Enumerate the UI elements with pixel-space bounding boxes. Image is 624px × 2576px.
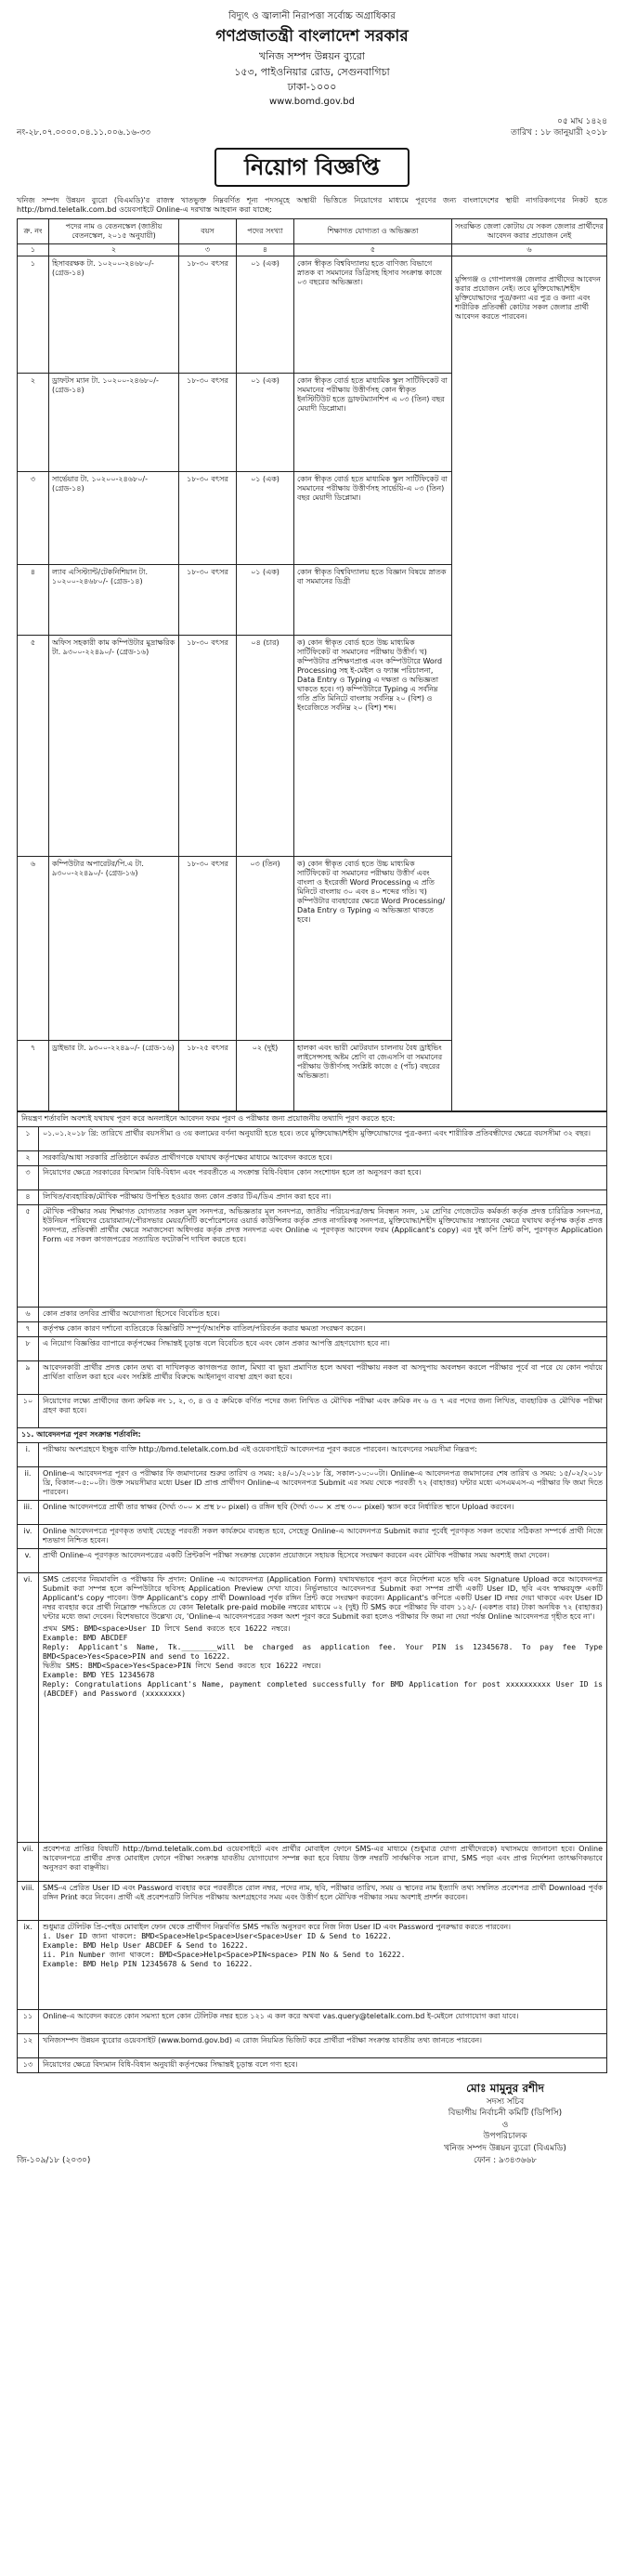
qualification: কোন স্বীকৃত বিশ্ববিদ্যালয় হতে বিজ্ঞান বিষয়ে স্নাতক বা সমমানের ডিগ্রী — [294, 564, 452, 635]
col-header: বয়স — [179, 218, 237, 243]
condition-number: ৯ — [18, 1360, 39, 1394]
serial: ৩ — [18, 471, 49, 564]
col-number: ২ — [49, 243, 179, 256]
condition-number: ৬ — [18, 1307, 39, 1321]
lost-step: Example: BMD Help PIN 12345678 & Send to 16222. — [42, 1959, 254, 1968]
serial: ১ — [18, 256, 49, 373]
date-english: ১৮ জানুয়ারী ২০১৮ — [540, 127, 607, 138]
government-name: গণপ্রজাতন্ত্রী বাংলাদেশ সরকার — [215, 26, 409, 46]
serial: ৫ — [18, 635, 49, 856]
online-heading-row — [18, 1427, 607, 1442]
qualification: কোন স্বীকৃত বোর্ড হতে মাধ্যমিক স্কুল সার্টিফিকেট বা সমমানের পরীক্ষায় উত্তীর্ণসহ সার্ভেয়ি-এ ০৩ (তিন) বছর মেয়াদী ডিপ্লোমা। — [294, 471, 452, 564]
condition-number: ১ — [18, 1126, 39, 1150]
condition-number: ৮ — [18, 1336, 39, 1360]
online-text: Online-এ আবেদনপত্র পূরণ ও পরীক্ষার ফি জমাদানের শুরুর তারিখ ও সময়: ২৪/০১/২০১৮ খ্রি, সকাল-১০:০০টা। Online-এ আবেদনপত্র জমাদানের শেষ তারিখ ও সময়: ১৫/০২/২০১৮ খ্রি, বিকাল-০৫:০০টা। উক্ত সময়সীমার মধ্যে User ID প্রাপ্ত প্রার্থীগণ Online-এ আবেদনপত্র Submit এর সময় থেকে পরবর্তী ৭২ (বাহাত্তর) ঘন্টার মধ্যে এসএমএস-এ পরীক্ষার ফি জমা দিতে পারবেন। — [38, 1466, 606, 1500]
condition-row — [18, 2033, 607, 2057]
condition-number: ১১ — [18, 2009, 39, 2033]
condition-text: কোন প্রকার তদবির প্রার্থীর অযোগ্যতা হিসেবে বিবেচিত হবে। — [38, 1307, 606, 1321]
online-text: পরীক্ষায় অংশগ্রহণে ইচ্ছুক ব্যক্তি http://bmd.teletalk.com.bd এই ওয়েবসাইটে আবেদনপত্র পূরণ করতে পারবেন। আবেদনের সময়সীমা নিম্নরূপ: — [38, 1442, 606, 1466]
col-number: ৪ — [237, 243, 294, 256]
post-count: ০২ (দুই) — [237, 1040, 294, 1111]
qualification: কোন স্বীকৃত বিশ্ববিদ্যালয় হতে বাণিজ্য বিভাগে স্নাতক বা সমমানের ডিগ্রিসহ হিসাব সংক্রান্ত কাজে ০৩ বছরের অভিজ্ঞতা। — [294, 256, 452, 373]
table-row — [18, 256, 607, 373]
sms-row — [18, 1572, 607, 1842]
admit-number: vii. — [18, 1842, 39, 1881]
qualification: হালকা এবং ভারী মোটরযান চালনায় বৈধ ড্রাইভিং লাইসেন্সসহ অষ্টম শ্রেণি বা জেএসসি বা সমমানের পরীক্ষায় উত্তীর্ণসহ সংশ্লিষ্ট কাজে ৫ (পাঁচ) বছরের অভিজ্ঞতা। — [294, 1040, 452, 1111]
post-count: ০৩ (তিন) — [237, 856, 294, 1040]
online-number: v. — [18, 1548, 39, 1572]
date-bangla: ০৫ মাঘ ১৪২৪ — [557, 116, 607, 126]
sms-block — [38, 1572, 606, 1842]
lost-credentials-row — [18, 1920, 607, 2009]
condition-text: নিয়োগের ক্ষেত্রে বিদ্যমান বিধি-বিধান অনুযায়ী কর্তৃপক্ষের সিদ্ধান্তই চূড়ান্ত বলে গণ্য হবে। — [38, 2057, 606, 2072]
online-number: ii. — [18, 1466, 39, 1500]
quota-note: মুন্সিগঞ্জ ও গোপালগঞ্জ জেলার প্রার্থীদের আবেদন করার প্রয়োজন নেই। তবে মুক্তিযোদ্ধা/শহীদ মুক্তিযোদ্ধাদের পুত্র/কন্যা এর পুত্র ও কন্যা এবং শারীরিক প্রতিবন্ধী কোটার সকল জেলার প্রার্থী আবেদন করতে পারবেন। — [452, 256, 607, 1111]
condition-number: ২ — [18, 1150, 39, 1165]
letterhead — [17, 11, 607, 109]
condition-number: ৪ — [18, 1189, 39, 1204]
website: www.bomd.gov.bd — [268, 97, 355, 107]
online-text: Online আবেদনপত্রে প্রার্থী তার স্বাক্ষর (দৈর্ঘ্য ৩০০ × প্রস্থ ৮০ pixel) ও রঙ্গিন ছবি (দৈর্ঘ্য ৩০০ × প্রস্থ ৩০০ pixel) স্ক্যান করে নির্ধারিত স্থানে Upload করবেন। — [38, 1500, 606, 1524]
condition-text: লিখিত/ব্যবহারিক/মৌখিক পরীক্ষায় উপস্থিত হওয়ার জন্য কোন প্রকার টিএ/ডিএ প্রদান করা হবে না। — [38, 1189, 606, 1204]
conditions-intro: নিয়ন্ত্রণ শর্তাবলি অবশ্যই যথাযথ পূরণ করে অনলাইনে আবেদন ফরম পূরণ ও পরীক্ষার জন্য প্রয়োজনীয় তথ্যাদি পূরণ করতে হবে: — [18, 1111, 607, 1126]
post-name: ড্রাফটস ম্যান টা. ১০২০০-২৪৬৮০/- (গ্রেড-১৪) — [49, 373, 179, 471]
condition-row — [18, 1336, 607, 1360]
address: ১৫৩, পাইওনিয়ার রোড, সেগুনবাগিচা — [234, 65, 390, 78]
lost-intro: শুধুমাত্র টেলিটক প্রি-পেইড মোবাইল ফোন থেকে প্রার্থীগণ নিম্নবর্ণিত SMS পদ্ধতি অনুসরণ করে নিজ নিজ User ID এবং Password পুনরুদ্ধার করতে পারবেন। — [42, 1922, 511, 1931]
conditions-table — [17, 1111, 607, 2073]
col-header: সংরক্ষিত জেলা কোটায় যে সকল জেলার প্রার্থীদের আবেদন করার প্রয়োজন নেই — [452, 218, 607, 243]
col-number: ৩ — [179, 243, 237, 256]
signatory-role: খনিজ সম্পদ উন্নয়ন ব্যুরো (বিএমডি) — [444, 2143, 566, 2153]
condition-text: আবেদনকারী প্রার্থীর প্রদত্ত কোন তথ্য বা দাখিলকৃত কাগজপত্র জাল, মিথ্যা বা ভুয়া প্রমাণিত হলে অথবা পরীক্ষায় নকল বা অসদুপায় অবলম্বন করলে পরীক্ষার পূর্বে বা পরে যে কোন পর্যায়ে প্রার্থিতা বাতিল করা হবে এবং সংশ্লিষ্ট প্রার্থীর বিরুদ্ধে আইনানুগ ব্যবস্থা গ্রহণ করা হবে। — [38, 1360, 606, 1394]
post-name: ল্যাব এসিস্ট্যান্ট/টেকনিশিয়ান টা. ১০২০০-২৪৬৮০/- (গ্রেড-১৪) — [49, 564, 179, 635]
condition-text: সরকারি/আধা সরকারি প্রতিষ্ঠানে কর্মরত প্রার্থীগণকে যথাযথ কর্তৃপক্ষের মাধ্যমে আবেদন করতে হবে। — [38, 1150, 606, 1165]
admit-download-number: viii. — [18, 1881, 39, 1920]
sms-step: Example: BMD YES 12345678 — [42, 1670, 155, 1679]
lost-step: Example: BMD Help User ABCDEF & Send to 16222. — [42, 1940, 249, 1950]
lost-number: ix. — [18, 1920, 39, 2009]
condition-text: Online-এ আবেদন করতে কোন সমস্যা হলে কোন টেলিটক নম্বর হতে ১২১ এ কল করে অথবা vas.query@teletalk.com.bd ই-মেইলে যোগাযোগ করা যাবে। — [38, 2009, 606, 2033]
col-header: ক্র. নং — [18, 218, 49, 243]
col-number: ৫ — [294, 243, 452, 256]
post-count: ০৪ (চার) — [237, 635, 294, 856]
intro-text: খনিজ সম্পদ উন্নয়ন ব্যুরো (বিএমডি)'র রাজস্ব খাতভুক্ত নিম্নবর্ণিত শূন্য পদসমূহে অস্থায়ী ভিত্তিতে নিয়োগের মাধ্যমে পূরণের জন্য বাংলাদেশের স্থায়ী নাগরিকগণের নিকট হতে http://bmd.teletalk.com.bd ওয়েবসাইটে Online-এ দরখাস্ত আহবান করা যাচ্ছে: — [17, 195, 607, 214]
online-text: Online আবেদনপত্রে পূরণকৃত তথ্যই যেহেতু পরবর্তী সকল কার্যক্রমে ব্যবহৃত হবে, সেহেতু Online-এ আবেদনপত্র Submit করার পূর্বেই পূরণকৃত সকল তথ্যের সঠিকতা সম্পর্কে প্রার্থী নিজে শতভাগ নিশ্চিত হবেন। — [38, 1524, 606, 1548]
date-label: তারিখ : — [511, 127, 538, 138]
dates — [511, 116, 607, 138]
condition-row — [18, 1204, 607, 1307]
reference-line — [17, 116, 607, 138]
serial: ৬ — [18, 856, 49, 1040]
sms-step: দ্বিতীয় SMS: BMD<Space>Yes<Space>PIN লিখে Send করতে হবে 16222 নম্বরে। — [42, 1661, 321, 1670]
condition-text: নিয়োগের লক্ষ্যে প্রার্থীদের জন্য ক্রমিক নং ১, ২, ৩, ৪ ও ৫ ক্রমিকে বর্ণিত পদের জন্য লিখিত ও মৌখিক পরীক্ষা এবং ক্রমিক নং ৬ ও ৭ এর পদের জন্য লিখিত, ব্যবহারিক ও মৌখিক পরীক্ষা গ্রহণ করা হবে। — [38, 1394, 606, 1427]
jobs-table — [17, 218, 607, 1111]
admit-download-row — [18, 1881, 607, 1920]
lost-step: ii. Pin Number জানা থাকলে: BMD<Space>Help<Space>PIN<space> PIN No & Send to 16222. — [42, 1950, 406, 1959]
qualification: কোন স্বীকৃত বোর্ড হতে মাধ্যমিক স্কুল সার্টিফিকেট বা সমমানের পরীক্ষায় উত্তীর্ণসহ কোন স্বীকৃত ইনস্টিটিউট হতে ড্রাফটম্যানশিপ এ ০৩ (তিন) বছর মেয়াদী ডিপ্লোমা। — [294, 373, 452, 471]
signatory-phone: ফোন : ৯৩৪৩৬৬৮ — [474, 2155, 537, 2165]
condition-text: কর্তৃপক্ষ কোন কারণ দর্শানো ব্যতিরেকে বিজ্ঞপ্তিটি সম্পূর্ণ/আংশিক বাতিল/পরিবর্তন করার ক্ষমতা সংরক্ষণ করেন। — [38, 1321, 606, 1336]
title-wrap — [17, 148, 607, 187]
post-name: ড্রাইভার টা. ৯৩০০-২২৪৯০/- (গ্রেড-১৬) — [49, 1040, 179, 1111]
col-header: পদের সংখ্যা — [237, 218, 294, 243]
col-number: ১ — [18, 243, 49, 256]
memo-number: নং-২৮.০৭.০০০০.০৪.১১.০০৬.১৬-৩৩ — [17, 127, 151, 138]
condition-row — [18, 1307, 607, 1321]
online-row — [18, 1466, 607, 1500]
col-header: শিক্ষাগত যোগ্যতা ও অভিজ্ঞতা — [294, 218, 452, 243]
signature-area — [17, 2081, 607, 2166]
condition-text: এ নিয়োগ বিজ্ঞপ্তির ব্যাপারে কর্তৃপক্ষের সিদ্ধান্তই চূড়ান্ত বলে বিবেচিত হবে এবং কোন প্রকার আপত্তি গ্রহণযোগ্য হবে না। — [38, 1336, 606, 1360]
post-count: ০১ (এক) — [237, 373, 294, 471]
age-limit: ১৮-৩০ বৎসর — [179, 564, 237, 635]
age-limit: ১৮-২৫ বৎসর — [179, 1040, 237, 1111]
condition-row — [18, 1360, 607, 1394]
qualification: ক) কোন স্বীকৃত বোর্ড হতে উচ্চ মাধ্যমিক সার্টিফিকেট বা সমমানের পরীক্ষায় উত্তীর্ণ এবং বাংলা ও ইংরেজী Word Processing এ প্রতি মিনিটে বাংলায় ৩০ এবং ৪০ শব্দের গতি। খ) কম্পিউটার ব্যবহারের ক্ষেত্রে Word Processing/ Data Entry ও Typing এ অভিজ্ঞতা থাকতে হবে। — [294, 856, 452, 1040]
serial: ৭ — [18, 1040, 49, 1111]
column-number-row — [18, 243, 607, 256]
col-number: ৬ — [452, 243, 607, 256]
age-limit: ১৮-৩০ বৎসর — [179, 256, 237, 373]
age-limit: ১৮-৩০ বৎসর — [179, 471, 237, 564]
admit-text: প্রবেশপত্র প্রাপ্তির বিষয়টি http://bmd.teletalk.com.bd ওয়েবসাইটে এবং প্রার্থীর মোবাইল ফোনে SMS-এর মাধ্যমে (শুধুমাত্র যোগ্য প্রার্থীদেরকে) যথাসময়ে জানানো হবে। Online আবেদনপত্রে প্রার্থীর প্রদত্ত মোবাইল ফোনে পরীক্ষা সংক্রান্ত যাবতীয় যোগাযোগ সম্পন্ন করা হবে বিধায় উক্ত নম্বরটি সার্বক্ষণিক সচল রাখা, SMS পড়া এবং প্রাপ্ত নির্দেশনা তাৎক্ষণিকভাবে অনুসরণ করা বাঞ্ছনীয়। — [38, 1842, 606, 1881]
online-number: iii. — [18, 1500, 39, 1524]
condition-number: ১০ — [18, 1394, 39, 1427]
condition-row — [18, 1394, 607, 1427]
signatory-role: উপপরিচালক — [483, 2132, 527, 2142]
signatory-role: সদস্য সচিব — [486, 2096, 525, 2107]
condition-number: ১২ — [18, 2033, 39, 2057]
condition-text: খনিজসম্পদ উন্নয়ন ব্যুরোর ওয়েবসাইট (www.bomd.gov.bd) এ রোজ নিয়মিত ভিজিট করে প্রার্থীরা পরীক্ষা সংক্রান্ত যাবতীয় তথ্য জানতে পারবেন। — [38, 2033, 606, 2057]
online-number: iv. — [18, 1524, 39, 1548]
signatory-role: ও — [501, 2120, 509, 2130]
age-limit: ১৮-৩০ বৎসর — [179, 635, 237, 856]
post-name: অফিস সহকারী কাম কম্পিউটার মুদ্রাক্ষরিক টা. ৯৩০০-২২৪৯০/- (গ্রেড-১৬) — [49, 635, 179, 856]
condition-number: ১৩ — [18, 2057, 39, 2072]
post-name: হিসাবরক্ষক টা. ১০২০০-২৪৬৮০/- (গ্রেড-১৪) — [49, 256, 179, 373]
serial: ২ — [18, 373, 49, 471]
sms-step: Example: BMD ABCDEF — [42, 1633, 128, 1642]
condition-text: নিয়োগের ক্ষেত্রে সরকারের বিদ্যমান বিধি-বিধান এবং পরবর্তীতে এ সংক্রান্ত বিধি-বিধান কোন সংশোধন হলে তা অনুসরণ করা হবে। — [38, 1165, 606, 1189]
table-header-row — [18, 218, 607, 243]
condition-number: ৩ — [18, 1165, 39, 1189]
signatory-name: মোঃ মামুনুর রশীদ — [466, 2081, 544, 2095]
serial: ৪ — [18, 564, 49, 635]
online-row — [18, 1500, 607, 1524]
condition-number: ৭ — [18, 1321, 39, 1336]
post-count: ০১ (এক) — [237, 471, 294, 564]
condition-row — [18, 2009, 607, 2033]
bureau-name: খনিজ সম্পদ উন্নয়ন ব্যুরো — [259, 49, 365, 62]
condition-text: মৌখিক পরীক্ষার সময় শিক্ষাগত যোগ্যতার সকল মূল সনদপত্র, অভিজ্ঞতার মূল সনদপত্র, জাতীয় পরিচয়পত্র/জন্ম নিবন্ধন সনদ, ১ম শ্রেণির গেজেটেড কর্মকর্তা কর্তৃক প্রদত্ত চারিত্রিক সনদপত্র, ইউনিয়ন পরিষদের চেয়ারম্যান/পৌরসভার মেয়র/সিটি কর্পোরেশনের ওয়ার্ড কাউন্সিলর কর্তৃক প্রদত্ত নাগরিকত্ব সনদপত্র, মুক্তিযোদ্ধা/শহীদ মুক্তিযোদ্ধার সন্তানের ক্ষেত্রে যথাযথ কর্তৃপক্ষ কর্তৃক প্রদত্ত সনদপত্র, প্রতিবন্ধী প্রার্থীর ক্ষেত্রে সমাজসেবা অধিদপ্তর কর্তৃক প্রদত্ত সনদপত্র এবং Online এ পূরণকৃত আবেদন ফরম (Applicant's copy) এর দুই কপি প্রিন্ট কপি, পুরণকৃত Application Form এর সকল কাগজপত্রের সত্যায়িত ফটোকপি দাখিল করতে হবে। — [38, 1204, 606, 1307]
sms-instructions: SMS প্রেরণের নিয়মাবলি ও পরীক্ষার ফি প্রদান: Online -এ আবেদনপত্র (Application Form) যথাযথভাবে পূরণ করে নির্দেশনা মতে ছবি এবং Signature Upload করে আবেদনপত্র Submit করা সম্পন্ন হলে কম্পিউটারে ছবিসহ Application Preview দেখা যাবে। নির্ভুলভাবে আবেদনপত্র Submit করা সম্পন্ন প্রার্থী একটি User ID, ছবি এবং স্বাক্ষরযুক্ত একটি Applicant's copy পাবেন। উক্ত Applicant's copy প্রার্থী Download পূর্বক রঙ্গিন প্রিন্ট করে সংরক্ষণ করবেন। Applicant's কপিতে একটি User ID নম্বর দেয়া থাকবে এবং User ID নম্বর ব্যবহার করে প্রার্থী নিম্নোক্ত পদ্ধতিতে যে কোন Teletalk pre-paid mobile নম্বরের মাধ্যমে ০২ (দুই) টি SMS করে পরীক্ষার ফি বাবদ ১১২/- (একশত বার) টাকা অনধিক ৭২ (বাহাত্তর) ঘন্টার মধ্যে জমা দেবেন। বিশেষভাবে উল্লেখ্য যে, 'Online-এ আবেদনপত্রের সকল অংশ পূরণ করে Submit করা হলেও পরীক্ষার ফি জমা না দেয়া পর্যন্ত Online আবেদনপত্র গৃহীত হবে না'। — [42, 1574, 603, 1621]
online-text: প্রার্থী Online-এ পূরণকৃত আবেদনপত্রের একটি প্রিন্টকপি পরীক্ষা সংক্রান্ত যেকোন প্রয়োজনে সহায়ক হিসেবে সংরক্ষণ করবেন এবং মৌখিক পরীক্ষার সময় অবশ্যই জমা দেবেন। — [38, 1548, 606, 1572]
condition-row — [18, 1126, 607, 1150]
age-limit: ১৮-৩০ বৎসর — [179, 373, 237, 471]
city: ঢাকা-১০০০ — [287, 81, 337, 94]
footer-code: জি-১০৯/১৮ (২০৩০) — [17, 2155, 91, 2165]
online-heading: ১১. আবেদনপত্র পূরণ সংক্রান্ত শর্তাবলি: — [18, 1427, 607, 1442]
lost-step: i. User ID জানা থাকলে: BMD<Space>Help<Space>User<Space>User ID & Send to 16222. — [42, 1931, 392, 1940]
admit-row — [18, 1842, 607, 1881]
condition-number: ৫ — [18, 1204, 39, 1307]
lost-block — [38, 1920, 606, 2009]
post-count: ০১ (এক) — [237, 564, 294, 635]
sms-number: vi. — [18, 1572, 39, 1842]
condition-text: ০১.০১.২০১৮ খ্রি: তারিখে প্রার্থীর বয়সসীমা ও ৩য় কলামের বর্ণনা অনুযায়ী হতে হবে। তবে মুক্তিযোদ্ধা/শহীদ মুক্তিযোদ্ধাদের পুত্র-কন্যা এবং শারীরিক প্রতিবন্ধীদের ক্ষেত্রে বয়সসীমা ৩২ বছর। — [38, 1126, 606, 1150]
condition-row — [18, 1189, 607, 1204]
post-count: ০১ (এক) — [237, 256, 294, 373]
condition-row — [18, 2057, 607, 2072]
signature-block — [403, 2081, 607, 2166]
sms-step: Reply: Applicant's Name, Tk.________will be charged as application fee. Your PIN is 12345678. To pay fee Type BMD<Space>Yes<Space>PIN and send to 16222. — [42, 1642, 603, 1661]
sms-step: Reply: Congratulations Applicant's Name, payment completed successfully for BMD Application for post xxxxxxxxxx User ID is (ABCDEF) and Password (xxxxxxxx) — [42, 1679, 603, 1698]
slogan: বিদ্যুৎ ও জ্বালানী নিরাপত্তা সর্বোচ্চ অগ্রাধিকার — [228, 11, 396, 21]
admit-download-text: SMS-এ প্রেরিত User ID এবং Password ব্যবহার করে পরবর্তীতে রোল নম্বর, পদের নাম, ছবি, পরীক্ষার তারিখ, সময় ও স্থানের নাম ইত্যাদি তথ্য সম্বলিত প্রবেশপত্র প্রার্থী Download পূর্বক রঙ্গিন Print করে নিবেন। প্রার্থী এই প্রবেশপত্রটি লিখিত পরীক্ষায় অংশগ্রহণের সময় এবং উত্তীর্ণ হলে মৌখিক পরীক্ষার সময় অবশ্যই প্রদর্শন করবেন। — [38, 1881, 606, 1920]
online-row — [18, 1442, 607, 1466]
post-name: কম্পিউটার অপারেটর/পি.এ টা. ৯৩০০-২২৪৯০/- (গ্রেড-১৬) — [49, 856, 179, 1040]
signatory-role: বিভাগীয় নির্বাচনী কমিটি (ডিপিসি) — [448, 2109, 563, 2119]
sms-step: প্রথম SMS: BMD<space>User ID লিখে Send করতে হবে 16222 নম্বরে। — [42, 1623, 291, 1633]
qualification: ক) কোন স্বীকৃত বোর্ড হতে উচ্চ মাধ্যমিক সার্টিফিকেট বা সমমানের পরীক্ষায় উত্তীর্ণ। খ) কম্পিউটার প্রশিক্ষণপ্রাপ্ত এবং কম্পিউটারে Word Processing সহ ই-মেইল ও ফ্যাক্স পরিচালনা, Data Entry ও Typing এ দক্ষতা ও অভিজ্ঞতা থাকতে হবে। গ) কম্পিউটারে Typing এ সর্বনিম্ন গতি প্রতি মিনিটে বাংলায় সর্বনিম্ন ২০ (বিশ) ও ইংরেজিতে সর্বনিম্ন ২০ (বিশ) শব্দ। — [294, 635, 452, 856]
condition-row — [18, 1150, 607, 1165]
online-number: i. — [18, 1442, 39, 1466]
age-limit: ১৮-৩০ বৎসর — [179, 856, 237, 1040]
online-row — [18, 1524, 607, 1548]
page-title: নিয়োগ বিজ্ঞপ্তি — [214, 148, 410, 187]
online-row — [18, 1548, 607, 1572]
condition-row — [18, 1321, 607, 1336]
col-header: পদের নাম ও বেতনস্কেল (জাতীয় বেতনস্কেল, ২০১৫ অনুযায়ী) — [49, 218, 179, 243]
condition-row — [18, 1165, 607, 1189]
post-name: সার্ভেয়ার টা. ১০২০০-২৪৬৮০/- (গ্রেড-১৪) — [49, 471, 179, 564]
conditions-intro-row — [18, 1111, 607, 1126]
